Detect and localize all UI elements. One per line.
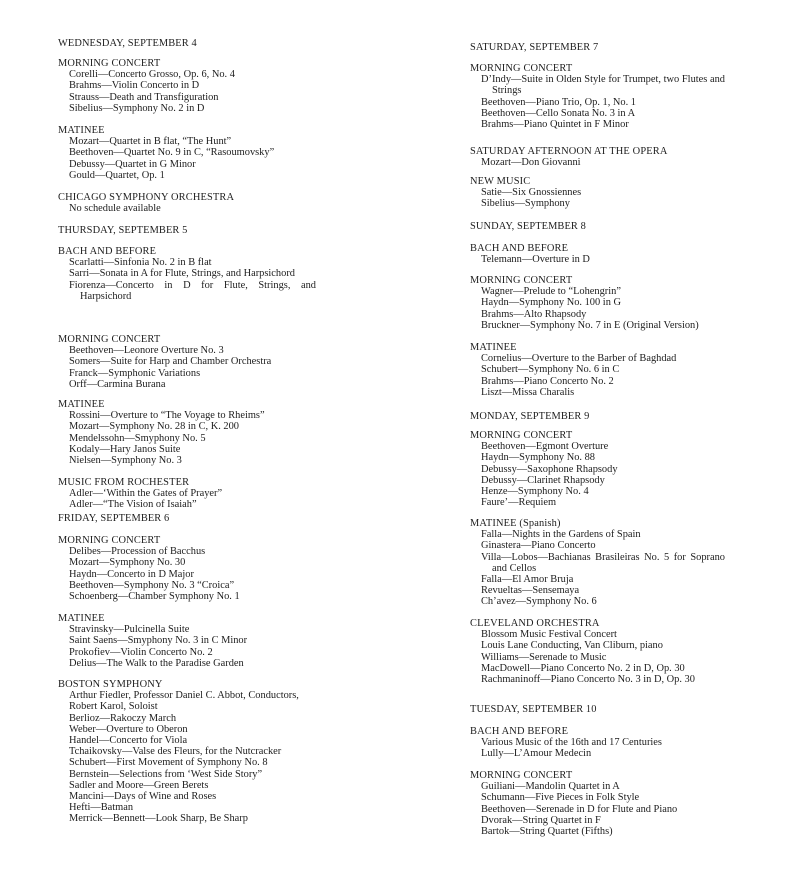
program-section (470, 146, 725, 168)
section-heading: MORNING CONCERT (58, 58, 161, 69)
section-heading: MUSIC FROM ROCHESTER (58, 477, 190, 488)
section-heading: MORNING CONCERT (470, 430, 573, 441)
program-item: Orff—Carmina Burana (69, 378, 166, 390)
program-item: Berlioz—Rakoczy March (69, 712, 177, 724)
program-item: Blossom Music Festival Concert (481, 629, 617, 641)
program-section (470, 618, 725, 685)
program-item: Haydn—Symphony No. 88 (481, 452, 596, 464)
program-section (58, 477, 316, 511)
program-item: Robert Karol, Soloist (69, 701, 158, 713)
section-heading: MATINEE (58, 613, 105, 624)
program-item: MacDowell—Piano Concerto No. 2 in D, Op. 30 (481, 662, 685, 674)
program-item: Haydn—Concerto in D Major (69, 568, 194, 580)
program-item: Louis Lane Conducting, Van Cliburn, piano (481, 640, 663, 652)
program-item: Adler—‘Within the Gates of Prayer” (69, 488, 223, 500)
program-item: Somers—Suite for Harp and Chamber Orchestra (69, 356, 272, 368)
section-heading: CHICAGO SYMPHONY ORCHESTRA (58, 192, 235, 203)
program-item: Sibelius—Symphony No. 2 in D (69, 102, 205, 114)
program-section (58, 246, 316, 302)
section-heading: MORNING CONCERT (470, 770, 573, 781)
program-section (58, 125, 316, 181)
program-item: Brahms—Piano Quintet in F Minor (481, 119, 629, 131)
program-item: Falla—Nights in the Gardens of Spain (481, 529, 641, 541)
program-item: Beethoven—Serenade in D for Flute and Piano (481, 803, 678, 815)
program-item: Beethoven—Quartet No. 9 in C, “Rasoumovsky” (69, 147, 275, 159)
program-section (470, 342, 725, 398)
program-item: Mancini—Days of Wine and Roses (69, 791, 217, 803)
program-item: Brahms—Alto Rhapsody (481, 308, 587, 320)
program-item: Arthur Fiedler, Professor Daniel C. Abbot, Conductors, (69, 690, 299, 702)
program-item: No schedule available (69, 203, 161, 215)
program-item: Ginastera—Piano Concerto (481, 540, 596, 552)
program-item: Beethoven—Cello Sonata No. 3 in A (481, 107, 636, 119)
program-item: Schubert—First Movement of Symphony No. 8 (69, 757, 268, 769)
program-section (58, 58, 316, 114)
program-item: Beethoven—Piano Trio, Op. 1, No. 1 (481, 96, 636, 108)
section-heading: CLEVELAND ORCHESTRA (470, 618, 600, 629)
program-item: Faure’—Requiem (481, 497, 557, 509)
program-item: Lully—L’Amour Medecin (481, 748, 592, 760)
program-item: Falla—El Amor Bruja (481, 574, 574, 586)
program-item: Beethoven—Leonore Overture No. 3 (69, 345, 224, 357)
program-section (470, 770, 725, 837)
program-item: Mozart—Symphony No. 28 in C, K. 200 (69, 421, 239, 433)
program-item: Wagner—Prelude to “Lohengrin” (481, 286, 621, 298)
program-item: Guiliani—Mandolin Quartet in A (481, 781, 620, 793)
section-heading: MATINEE (58, 125, 105, 136)
section-heading: BACH AND BEFORE (470, 726, 569, 737)
day-heading: TUESDAY, SEPTEMBER 10 (470, 704, 597, 715)
program-section (470, 275, 725, 331)
program-item: Adler—“The Vision of Isaiah” (69, 499, 197, 511)
program-section (58, 679, 316, 825)
section-heading: BACH AND BEFORE (58, 246, 157, 257)
program-item: Mozart—Symphony No. 30 (69, 557, 186, 569)
program-item: Bruckner—Symphony No. 7 in E (Original Version) (481, 319, 699, 331)
program-section (58, 192, 316, 214)
program-item: Hefti—Batman (69, 802, 134, 814)
program-section (58, 535, 316, 602)
section-heading: MORNING CONCERT (470, 63, 573, 74)
program-item: Bartok—String Quartet (Fifths) (481, 826, 613, 838)
section-heading: MATINEE (58, 399, 105, 410)
program-item: Beethoven—Egmont Overture (481, 441, 609, 453)
section-heading: BOSTON SYMPHONY (58, 679, 163, 690)
program-item: Sibelius—Symphony (481, 198, 570, 210)
day-heading: SATURDAY, SEPTEMBER 7 (470, 42, 599, 53)
program-item: Brahms—Piano Concerto No. 2 (481, 375, 614, 387)
program-item: Scarlatti—Sinfonia No. 2 in B flat (69, 257, 212, 269)
program-item: Beethoven—Symphony No. 3 “Croica” (69, 579, 235, 591)
program-section (470, 63, 725, 130)
program-item: Kodaly—Hary Janos Suite (69, 443, 181, 455)
program-item: Satie—Six Gnossiennes (481, 187, 582, 199)
section-heading: MATINEE (Spanish) (470, 518, 561, 529)
program-item: Villa—Lobos—Bachianas Brasileiras No. 5 for Soprano and Cellos (481, 551, 725, 574)
program-item: Saint Saens—Smyphony No. 3 in C Minor (69, 635, 248, 647)
program-item: Handel—Concerto for Viola (69, 735, 188, 747)
day-heading: FRIDAY, SEPTEMBER 6 (58, 513, 170, 524)
section-heading: SATURDAY AFTERNOON AT THE OPERA (470, 146, 668, 157)
program-item: Haydn—Symphony No. 100 in G (481, 297, 621, 309)
program-item: Corelli—Concerto Grosso, Op. 6, No. 4 (69, 69, 235, 81)
program-item: Weber—Overture to Oberon (69, 723, 188, 735)
program-item: Prokofiev—Violin Concerto No. 2 (69, 646, 213, 658)
program-item: Debussy—Clarinet Rhapsody (481, 474, 605, 486)
program-section (58, 399, 316, 466)
section-heading: MORNING CONCERT (58, 334, 161, 345)
program-item: Gould—Quartet, Op. 1 (69, 169, 165, 181)
program-item: Mozart—Don Giovanni (481, 157, 581, 169)
program-item: Stravinsky—Pulcinella Suite (69, 624, 190, 636)
program-item: Delibes—Procession of Bacchus (69, 546, 206, 558)
program-item: Cornelius—Overture to the Barber of Baghdad (481, 353, 677, 365)
section-heading: BACH AND BEFORE (470, 243, 569, 254)
program-item: Telemann—Overture in D (481, 254, 590, 266)
program-section (470, 518, 725, 608)
program-item: Mozart—Quartet in B flat, “The Hunt” (69, 136, 232, 148)
day-heading: THURSDAY, SEPTEMBER 5 (58, 225, 188, 236)
program-section (470, 726, 725, 760)
program-item: Tchaikovsky—Valse des Fleurs, for the Nutcracker (69, 746, 282, 758)
program-section (470, 430, 725, 508)
section-heading: MORNING CONCERT (470, 275, 573, 286)
program-item: Rachmaninoff—Piano Concerto No. 3 in D, Op. 30 (481, 674, 695, 686)
program-item: Debussy—Saxophone Rhapsody (481, 463, 618, 475)
section-heading: MORNING CONCERT (58, 535, 161, 546)
program-item: Delius—The Walk to the Paradise Garden (69, 657, 244, 669)
program-item: Mendelssohn—Smyphony No. 5 (69, 432, 206, 444)
program-item: Nielsen—Symphony No. 3 (69, 455, 182, 467)
program-item: Bernstein—Selections from ‘West Side Story” (69, 768, 263, 780)
day-heading: SUNDAY, SEPTEMBER 8 (470, 221, 586, 232)
section-heading: NEW MUSIC (470, 176, 531, 187)
program-item: Brahms—Violin Concerto in D (69, 80, 200, 92)
program-section (470, 176, 725, 210)
program-section (58, 334, 316, 390)
program-item: Fiorenza—Concerto in D for Flute, Strings, and Harpsichord (69, 279, 316, 302)
program-item: Schoenberg—Chamber Symphony No. 1 (69, 591, 240, 603)
program-item: Henze—Symphony No. 4 (481, 486, 589, 498)
program-item: Rossini—Overture to “The Voyage to Rheims” (69, 410, 265, 422)
program-item: Revueltas—Sensemaya (481, 585, 580, 597)
program-section (58, 613, 316, 669)
program-item: Williams—Serenade to Music (481, 651, 607, 663)
section-heading: MATINEE (470, 342, 517, 353)
program-item: Debussy—Quartet in G Minor (69, 158, 196, 170)
day-heading: WEDNESDAY, SEPTEMBER 4 (58, 38, 197, 49)
program-item: Schubert—Symphony No. 6 in C (481, 364, 620, 376)
program-item: Franck—Symphonic Variations (69, 367, 201, 379)
program-item: Ch’avez—Symphony No. 6 (481, 596, 597, 608)
program-item: Various Music of the 16th and 17 Centuries (481, 737, 662, 749)
program-item: D’Indy—Suite in Olden Style for Trumpet, two Flutes and Strings (481, 74, 725, 97)
program-item: Dvorak—String Quartet in F (481, 814, 601, 826)
program-item: Strauss—Death and Transfiguration (69, 91, 219, 103)
program-section (470, 243, 725, 265)
program-item: Schumann—Five Pieces in Folk Style (481, 792, 640, 804)
program-item: Merrick—Bennett—Look Sharp, Be Sharp (69, 813, 248, 825)
program-item: Sarri—Sonata in A for Flute, Strings, and Harpsichord (69, 268, 295, 280)
program-item: Sadler and Moore—Green Berets (69, 779, 209, 791)
program-item: Liszt—Missa Charalis (481, 386, 575, 398)
day-heading: MONDAY, SEPTEMBER 9 (470, 411, 590, 422)
